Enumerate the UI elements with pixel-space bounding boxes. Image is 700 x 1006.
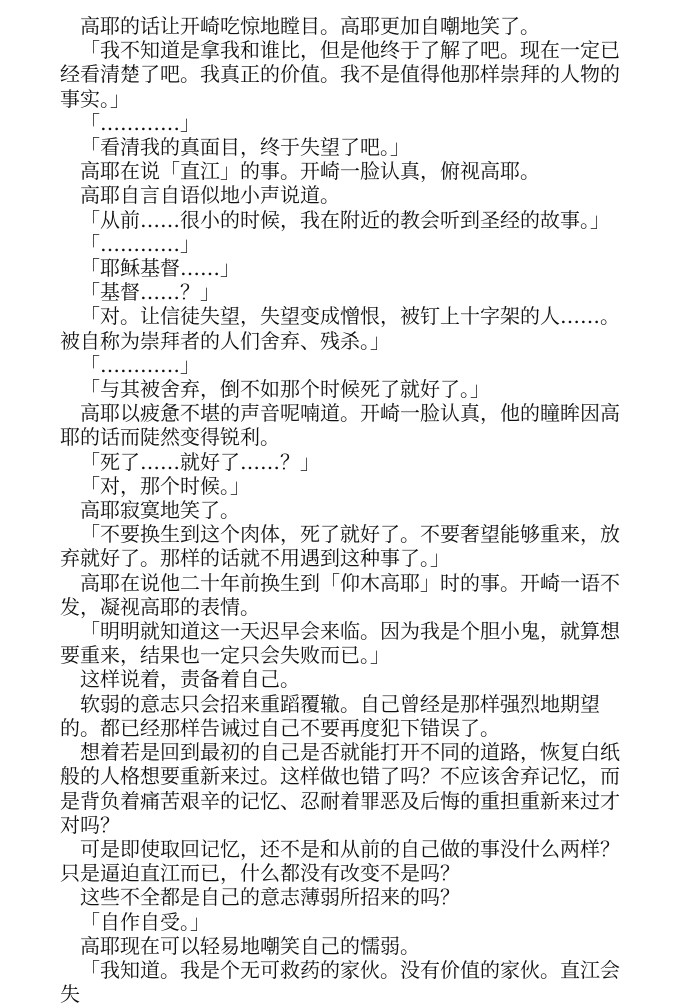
paragraph: 高耶的话让开崎吃惊地瞠目。高耶更加自嘲地笑了。 [80, 14, 540, 38]
paragraph: 高耶现在可以轻易地嘲笑自己的懦弱。 [80, 933, 420, 958]
paragraph: 高耶在说他二十年前换生到「仰木高耶」时的事。开崎一语不发，凝视高耶的表情。 [60, 570, 620, 619]
paragraph: 高耶寂寞地笑了。 [80, 498, 240, 523]
paragraph: 想着若是回到最初的自己是否就能打开不同的道路，恢复白纸般的人格想要重新来过。这样做也错了吗？不应该舍弃记忆，而是背负着痛苦艰辛的记忆、忍耐着罪恶及后悔的重担重新来过才对吗？ [60, 740, 620, 837]
paragraph: 「基督……？」 [80, 280, 220, 305]
paragraph: 「我知道。我是个无可救药的家伙。没有价值的家伙。直江会失 [60, 957, 620, 1006]
paragraph: 「死了……就好了……？」 [80, 449, 320, 474]
paragraph: 高耶以疲惫不堪的声音呢喃道。开崎一脸认真，他的瞳眸因高耶的话而陡然变得锐利。 [60, 401, 620, 450]
paragraph: 「明明就知道这一天迟早会来临。因为我是个胆小鬼，就算想要重来，结果也一定只会失败而已。」 [60, 619, 620, 668]
paragraph: 软弱的意志只会招来重蹈覆辙。自己曾经是那样强烈地期望的。都已经那样告诫过自己不要再度犯下错误了。 [60, 691, 600, 740]
paragraph: 这些不全都是自己的意志薄弱所招来的吗？ [80, 885, 460, 910]
paragraph: 「…………」 [80, 352, 200, 377]
paragraph: 「…………」 [80, 110, 200, 135]
paragraph: 高耶在说「直江」的事。开崎一脸认真，俯视高耶。 [80, 159, 540, 184]
paragraph: 「…………」 [80, 231, 200, 256]
paragraph: 「看清我的真面目，终于失望了吧。」 [80, 135, 410, 160]
paragraph: 「不要换生到这个肉体，死了就好了。不要奢望能够重来，放弃就好了。那样的话就不用遇到这种事了。」 [60, 522, 620, 571]
paragraph: 「我不知道是拿我和谁比，但是他终于了解了吧。现在一定已经看清楚了吧。我真正的价值。我不是值得他那样崇拜的人物的事实。」 [60, 38, 620, 111]
text-body [60, 14, 634, 1006]
paragraph: 「自作自受。」 [80, 909, 210, 934]
paragraph: 这样说着，责备着自己。 [80, 667, 300, 692]
paragraph: 「耶稣基督……」 [80, 256, 240, 281]
paragraph: 可是即使取回记忆，还不是和从前的自己做的事没什么两样？只是逼迫直江而已，什么都没有改变不是吗？ [60, 836, 620, 886]
paragraph: 高耶自言自语似地小声说道。 [80, 183, 340, 208]
paragraph: 「从前……很小的时候，我在附近的教会听到圣经的故事。」 [80, 207, 610, 232]
paragraph: 「对，那个时候。」 [80, 473, 250, 498]
paragraph: 「对。让信徒失望，失望变成憎恨，被钉上十字架的人……。被自称为崇拜者的人们舍弃、残杀。」 [60, 304, 620, 353]
paragraph: 「与其被舍弃，倒不如那个时候死了就好了。」 [80, 377, 490, 402]
